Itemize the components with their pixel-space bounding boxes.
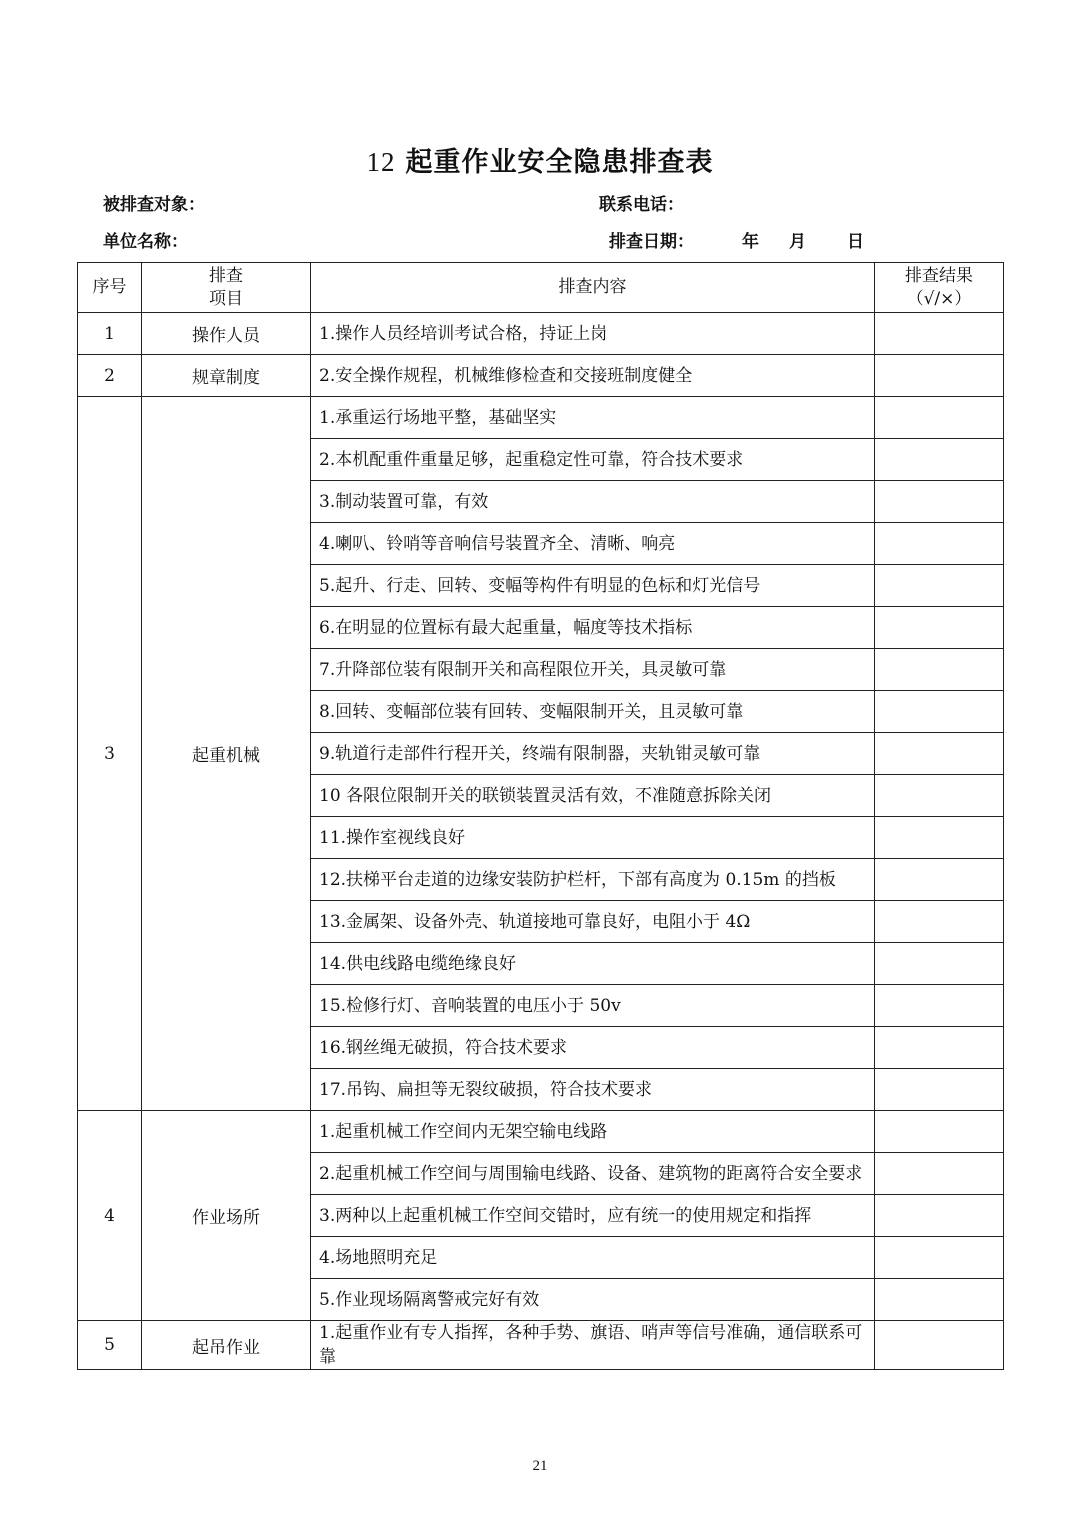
result-cell[interactable]: [875, 439, 1004, 481]
content-cell: 13.金属架、设备外壳、轨道接地可靠良好，电阻小于 4Ω: [311, 901, 875, 943]
content-cell: 8.回转、变幅部位装有回转、变幅限制开关，且灵敏可靠: [311, 691, 875, 733]
content-cell: 1.起重机械工作空间内无架空输电线路: [311, 1111, 875, 1153]
result-cell[interactable]: [875, 355, 1004, 397]
item-cell: 规章制度: [142, 355, 311, 397]
content-cell: 1.起重作业有专人指挥，各种手势、旗语、哨声等信号准确，通信联系可靠: [311, 1321, 875, 1370]
inspection-table: [77, 262, 1004, 1370]
header-item-line2: 项目: [209, 288, 243, 309]
result-cell[interactable]: [875, 565, 1004, 607]
table-row: [78, 1321, 1004, 1370]
content-cell: 5.作业现场隔离警戒完好有效: [311, 1279, 875, 1321]
header-item: [142, 263, 311, 313]
result-cell[interactable]: [875, 691, 1004, 733]
result-cell[interactable]: [875, 1111, 1004, 1153]
header-result-line2: （√/×）: [906, 288, 972, 309]
seq-cell: 1: [78, 313, 142, 355]
result-cell[interactable]: [875, 481, 1004, 523]
table-body: [78, 313, 1004, 1370]
header-result: [875, 263, 1004, 313]
content-cell: 9.轨道行走部件行程开关，终端有限制器，夹轨钳灵敏可靠: [311, 733, 875, 775]
page-number: 21: [532, 1458, 548, 1474]
content-cell: 4.场地照明充足: [311, 1237, 875, 1279]
header-row: [78, 263, 1004, 313]
date-label: 排查日期：: [609, 232, 694, 252]
content-cell: 2.本机配重件重量足够，起重稳定性可靠，符合技术要求: [311, 439, 875, 481]
result-cell[interactable]: [875, 817, 1004, 859]
content-cell: 1.操作人员经培训考试合格，持证上岗: [311, 313, 875, 355]
result-cell[interactable]: [875, 859, 1004, 901]
header-item-line1: 排查: [209, 265, 243, 286]
result-cell[interactable]: [875, 313, 1004, 355]
result-cell[interactable]: [875, 901, 1004, 943]
table-row: [78, 1111, 1004, 1153]
result-cell[interactable]: [875, 523, 1004, 565]
result-cell[interactable]: [875, 733, 1004, 775]
date-year: 年: [742, 232, 759, 252]
header-seq: 序号: [78, 263, 142, 313]
content-cell: 16.钢丝绳无破损，符合技术要求: [311, 1027, 875, 1069]
content-cell: 5.起升、行走、回转、变幅等构件有明显的色标和灯光信号: [311, 565, 875, 607]
target-label: 被排查对象：: [103, 195, 205, 215]
date-day: 日: [847, 232, 864, 252]
table-row: [78, 397, 1004, 439]
item-cell: 操作人员: [142, 313, 311, 355]
content-cell: 2.安全操作规程，机械维修检查和交接班制度健全: [311, 355, 875, 397]
title-number: 12: [366, 147, 396, 177]
content-cell: 3.制动装置可靠，有效: [311, 481, 875, 523]
result-cell[interactable]: [875, 1195, 1004, 1237]
result-cell[interactable]: [875, 985, 1004, 1027]
seq-cell: 2: [78, 355, 142, 397]
seq-cell: 5: [78, 1321, 142, 1370]
header-result-line1: 排查结果: [905, 265, 973, 286]
item-cell: 作业场所: [142, 1111, 311, 1321]
date-month: 月: [789, 232, 806, 252]
content-cell: 2.起重机械工作空间与周围输电线路、设备、建筑物的距离符合安全要求: [311, 1153, 875, 1195]
table-row: [78, 355, 1004, 397]
content-cell: 11.操作室视线良好: [311, 817, 875, 859]
result-cell[interactable]: [875, 607, 1004, 649]
result-cell[interactable]: [875, 397, 1004, 439]
seq-cell: 3: [78, 397, 142, 1111]
table-row: [78, 313, 1004, 355]
result-cell[interactable]: [875, 1237, 1004, 1279]
content-cell: 3.两种以上起重机械工作空间交错时，应有统一的使用规定和指挥: [311, 1195, 875, 1237]
phone-label: 联系电话：: [599, 195, 684, 215]
content-cell: 14.供电线路电缆绝缘良好: [311, 943, 875, 985]
result-cell[interactable]: [875, 1321, 1004, 1370]
content-cell: 4.喇叭、铃哨等音响信号装置齐全、清晰、响亮: [311, 523, 875, 565]
result-cell[interactable]: [875, 1069, 1004, 1111]
result-cell[interactable]: [875, 1153, 1004, 1195]
result-cell[interactable]: [875, 943, 1004, 985]
content-cell: 7.升降部位装有限制开关和高程限位开关，具灵敏可靠: [311, 649, 875, 691]
content-cell: 15.检修行灯、音响装置的电压小于 50v: [311, 985, 875, 1027]
result-cell[interactable]: [875, 775, 1004, 817]
content-cell: 17.吊钩、扁担等无裂纹破损，符合技术要求: [311, 1069, 875, 1111]
content-cell: 10 各限位限制开关的联锁装置灵活有效，不准随意拆除关闭: [311, 775, 875, 817]
page-title: [0, 140, 1080, 179]
title-text: 起重作业安全隐患排查表: [405, 147, 714, 178]
seq-cell: 4: [78, 1111, 142, 1321]
result-cell[interactable]: [875, 1279, 1004, 1321]
item-cell: 起重机械: [142, 397, 311, 1111]
result-cell[interactable]: [875, 1027, 1004, 1069]
unit-label: 单位名称：: [103, 232, 188, 252]
content-cell: 12.扶梯平台走道的边缘安装防护栏杆，下部有高度为 0.15m 的挡板: [311, 859, 875, 901]
content-cell: 1.承重运行场地平整，基础坚实: [311, 397, 875, 439]
header-content: 排查内容: [311, 263, 875, 313]
item-cell: 起吊作业: [142, 1321, 311, 1370]
result-cell[interactable]: [875, 649, 1004, 691]
content-cell: 6.在明显的位置标有最大起重量，幅度等技术指标: [311, 607, 875, 649]
